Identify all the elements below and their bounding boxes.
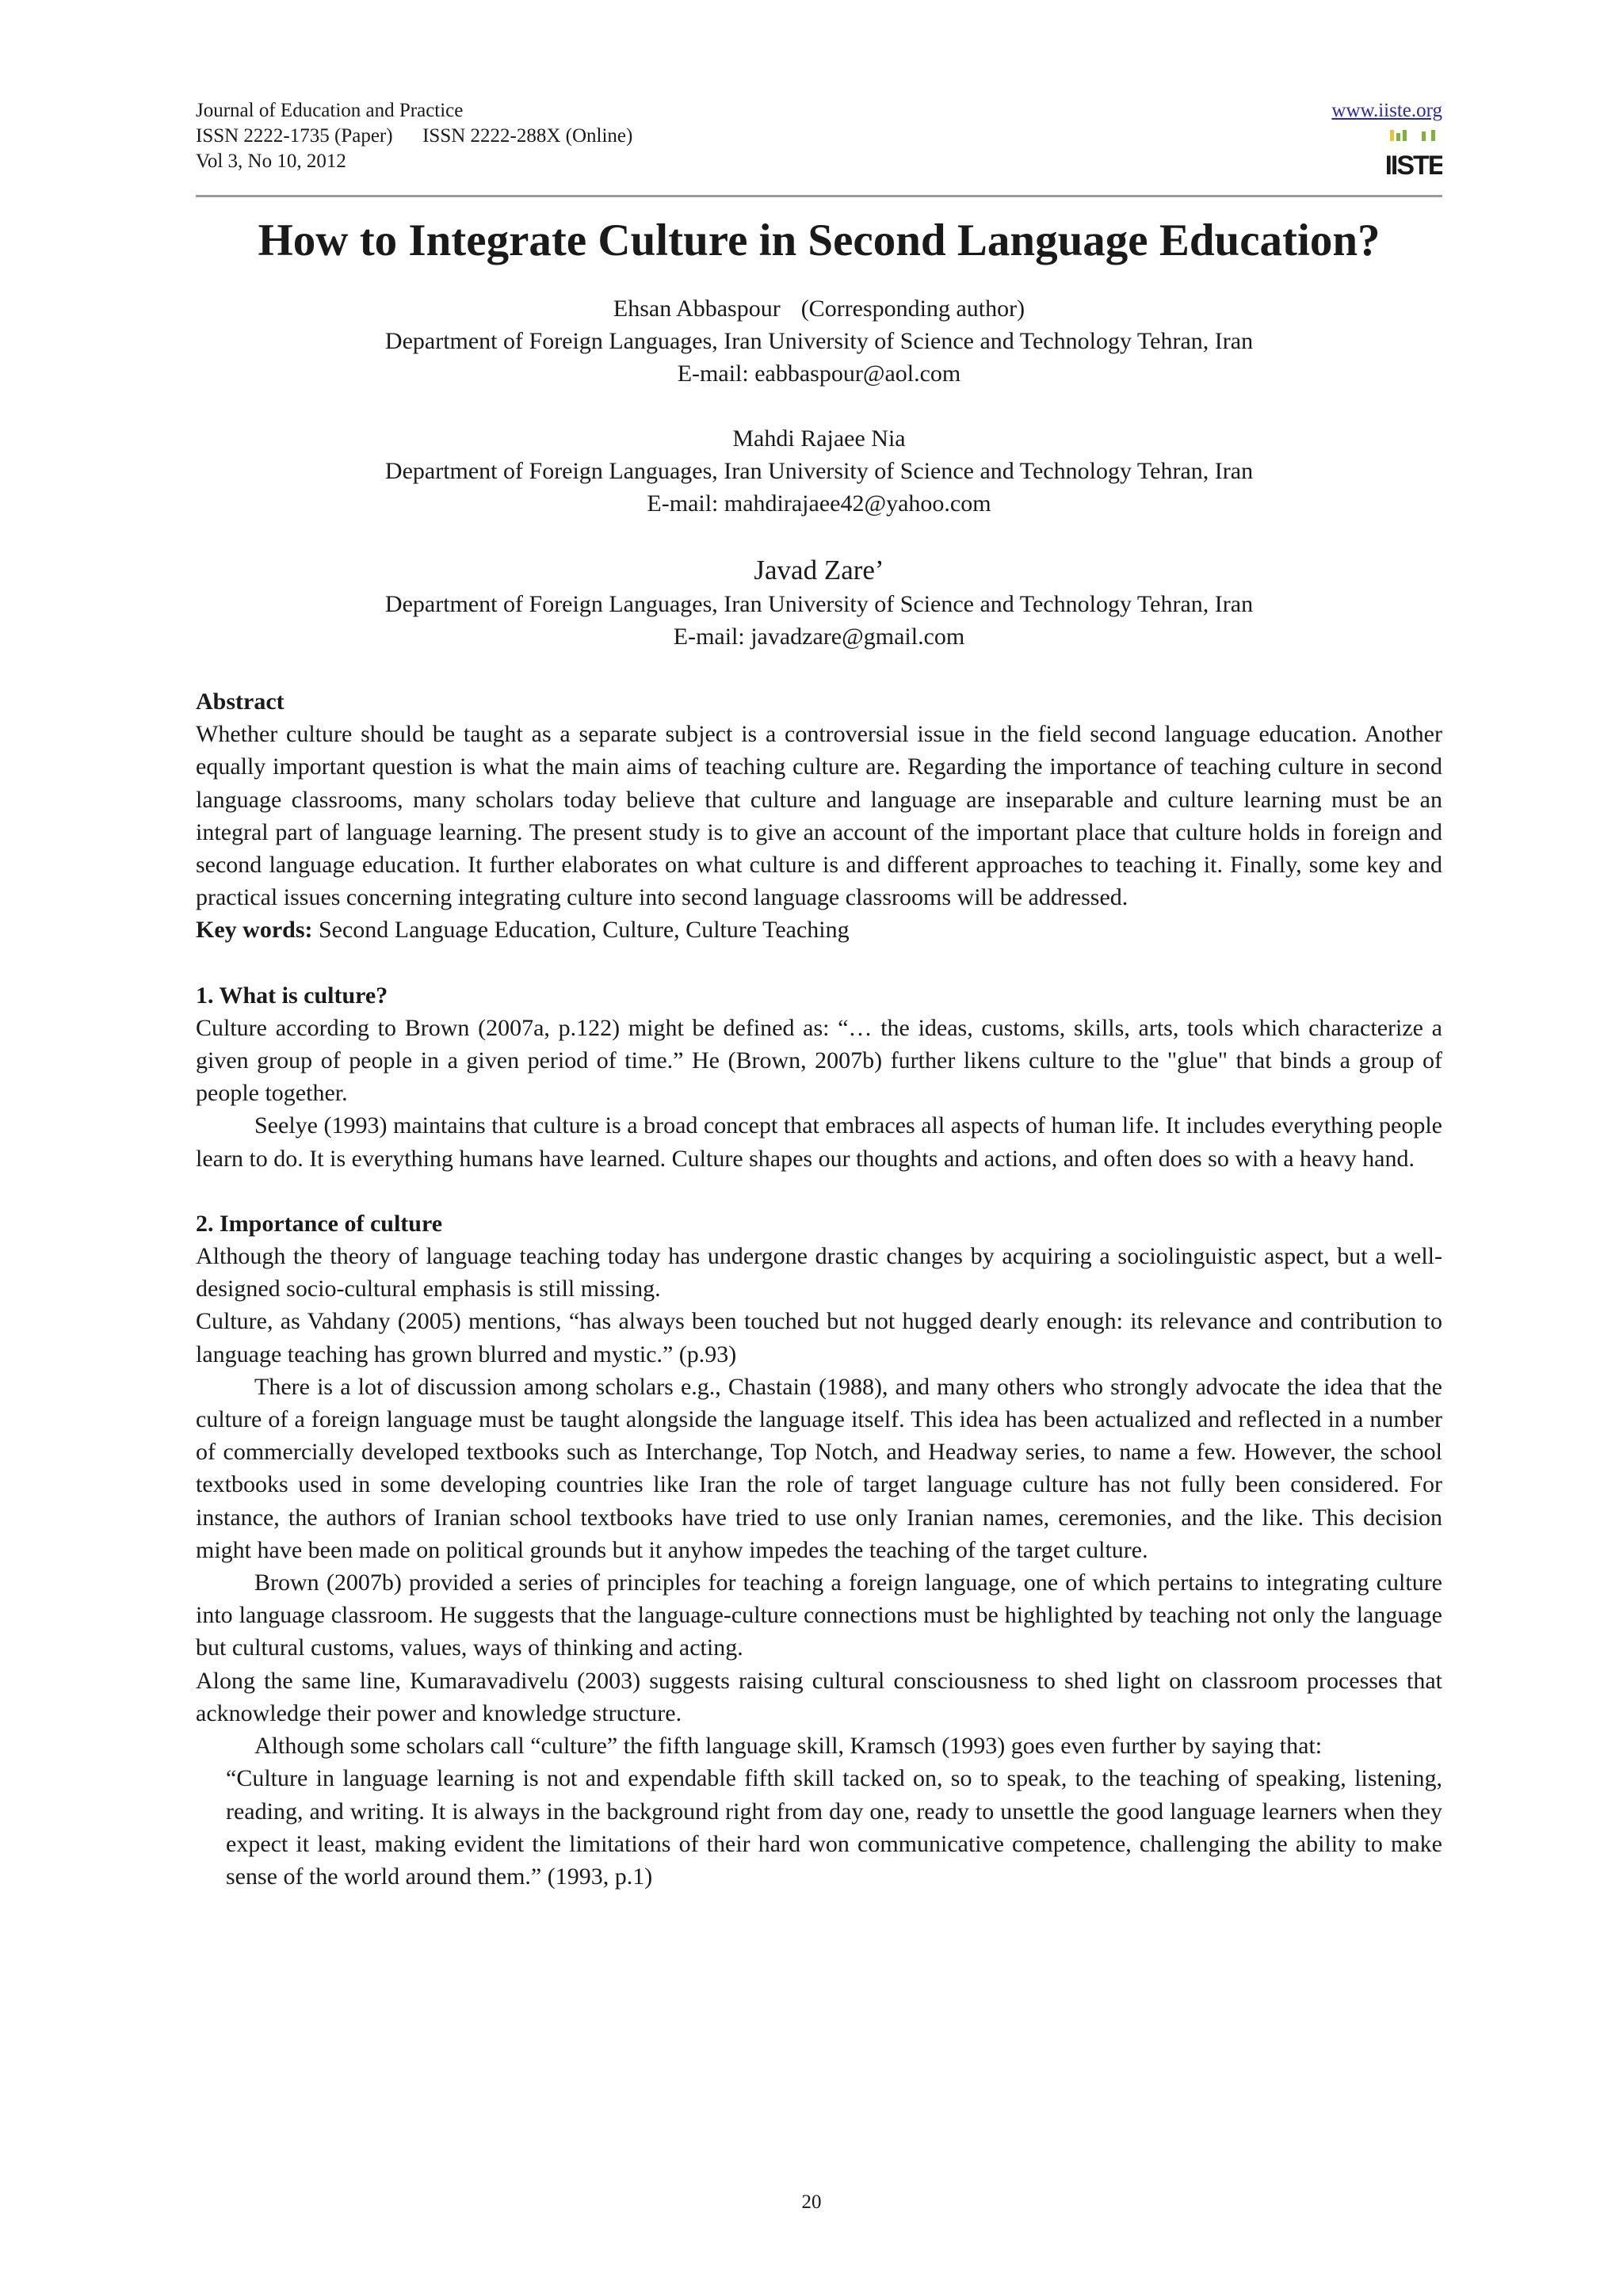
journal-info [196, 98, 1442, 174]
author-1 [196, 292, 1442, 390]
journal-branding [1331, 98, 1442, 183]
author-email: E-mail: eabbaspour@aol.com [677, 360, 961, 387]
corresponding-note: (Corresponding author) [800, 296, 1025, 322]
svg-text:IISTE: IISTE [1387, 151, 1442, 179]
author-email: E-mail: mahdirajaee42@yahoo.com [647, 490, 991, 517]
section-heading: 2. Importance of culture [196, 1210, 443, 1237]
author-3 [196, 552, 1442, 653]
author-affiliation: Department of Foreign Languages, Iran University of Science and Technology Tehran, Iran [384, 458, 1254, 484]
abstract-text: Whether culture should be taught as a separate subject is a controversial issue in the field second language education. Another equally important question is what the main aims of teaching culture are. Regarding the importance of teaching culture in second language classrooms, many scholars today believe that culture and language are inseparable and culture learning must be an integral part of language learning. The present study is to give an account of the important place that culture holds in foreign and second language education. It further elaborates on what culture is and different approaches to teaching it. Finally, some key and practical issues concerning integrating culture into second language classrooms will be addressed. [196, 721, 1442, 911]
paper-body [196, 685, 1442, 1893]
paper-title: How to Integrate Culture in Second Language Education? [258, 215, 1381, 265]
section-1 [196, 979, 1442, 1175]
paragraph: Culture according to Brown (2007a, p.122) might be defined as: “… the ideas, customs, skills, arts, tools which characterize a given group of people in a given period of time.” He (Brown, 2007b) further likens culture to the "glue" that binds a group of people together. [196, 1014, 1442, 1107]
page-number: 20 [801, 2191, 822, 2213]
paragraph: There is a lot of discussion among scholars e.g., Chastain (1988), and many others who strongly advocate the idea that the culture of a foreign language must be taught alongside the language itself. This idea has been actualized and reflected in a number of commercially developed textbooks such as Interchange, Top Notch, and Headway series, to name a few. However, the school textbooks used in some developing countries like Iran the role of target language culture has not fully been considered. For instance, the authors of Iranian school textbooks have tried to use only Iranian names, ceremonies, and the like. This decision might have been made on political grounds but it anyhow impedes the teaching of the target culture. [196, 1373, 1442, 1563]
journal-website-link[interactable]: www.iiste.org [1331, 100, 1442, 121]
author-2 [196, 422, 1442, 520]
journal-name: Journal of Education and Practice [196, 100, 464, 121]
keywords-text: Second Language Education, Culture, Culture Teaching [312, 917, 850, 944]
author-list [196, 292, 1442, 653]
paragraph: Along the same line, Kumaravadivelu (2003) suggests raising cultural consciousness to shed light on classroom processes that acknowledge their power and knowledge structure. [196, 1667, 1442, 1726]
abstract-section [196, 685, 1442, 947]
journal-issn: ISSN 2222-1735 (Paper) ISSN 2222-288X (Online) [196, 125, 633, 147]
paper-page [196, 98, 1442, 1893]
iiste-logo [1387, 128, 1442, 183]
author-name: Mahdi Rajaee Nia [732, 425, 906, 452]
header-divider [196, 195, 1442, 197]
journal-volume: Vol 3, No 10, 2012 [196, 151, 346, 172]
section-heading: 1. What is culture? [196, 982, 388, 1009]
section-2 [196, 1207, 1442, 1893]
abstract-heading: Abstract [196, 688, 285, 715]
author-name: Javad Zare’ [754, 555, 884, 585]
iiste-logo-icon [1387, 128, 1442, 179]
author-name-line [196, 292, 1442, 325]
author-affiliation: Department of Foreign Languages, Iran University of Science and Technology Tehran, Iran [384, 328, 1254, 354]
journal-header [196, 98, 1442, 187]
author-email: E-mail: javadzare@gmail.com [673, 624, 965, 650]
paragraph: Although some scholars call “culture” the fifth language skill, Kramsch (1993) goes even further by saying that: [254, 1733, 1323, 1760]
paragraph: Seelye (1993) maintains that culture is a broad concept that embraces all aspects of human life. It includes everything people learn to do. It is everything humans have learned. Culture shapes our thoughts and actions, and often does so with a heavy hand. [196, 1112, 1442, 1172]
author-affiliation: Department of Foreign Languages, Iran University of Science and Technology Tehran, Iran [384, 591, 1254, 617]
paragraph: Although the theory of language teaching today has undergone drastic changes by acquiring a sociolinguistic aspect, but a well-designed socio-cultural emphasis is still missing. [196, 1243, 1442, 1302]
author-name: Ehsan Abbaspour [613, 296, 781, 322]
keywords-line [196, 913, 1442, 946]
keywords-label: Key words: [196, 917, 313, 944]
block-quote: “Culture in language learning is not and expendable fifth skill tacked on, so to speak, to the teaching of speaking, listening, reading, and writing. It is always in the background right from day one, ready to unsettle the good language learners when they expect it least, making evident the limitations of their hard won communicative competence, challenging the ability to make sense of the world around them.” (1993, p.1) [226, 1765, 1442, 1890]
paragraph: Culture, as Vahdany (2005) mentions, “has always been touched but not hugged dearly enough: its relevance and contribution to language teaching has grown blurred and mystic.” (p.93) [196, 1308, 1442, 1367]
paragraph: Brown (2007b) provided a series of principles for teaching a foreign language, one of which pertains to integrating culture into language classroom. He suggests that the language-culture connections must be highlighted by teaching not only the language but cultural customs, values, ways of thinking and acting. [196, 1569, 1442, 1661]
